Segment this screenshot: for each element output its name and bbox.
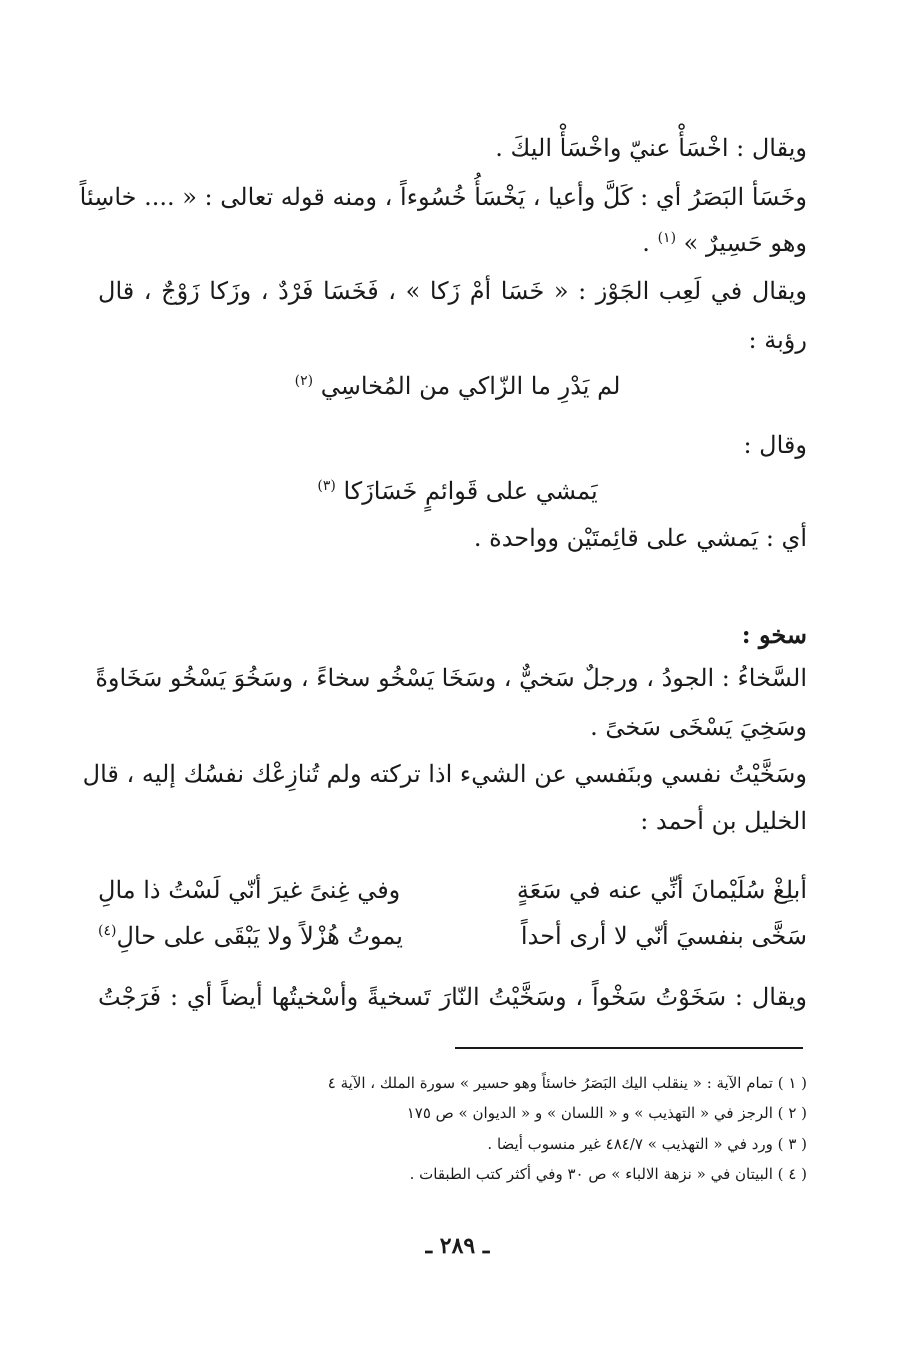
poem-line <box>98 872 807 908</box>
poem-hemistich <box>98 918 403 954</box>
poem-hemistich: وفي غِنىً غيرَ أنّي لَسْتُ ذا مالِ <box>98 876 401 904</box>
page-number: ـ ٢٨٩ ـ <box>425 1233 490 1259</box>
footnote: ( ٢ ) الرجز في « التهذيب » و « اللسان » و « الديوان » ص ١٧٥ <box>406 1104 807 1122</box>
verse-line <box>108 369 807 403</box>
footnote: ( ١ ) تمام الآية : « ينقلب اليك البَصَرُ خاسئاً وهو حسير » سورة الملك ، الآية ٤ <box>327 1074 807 1092</box>
quote-text: وهو حَسِيرٌ » <box>683 229 807 257</box>
verse-text: لم يَدْرِ ما الزّاكي من المُخاسِي <box>320 372 621 400</box>
text-line: رؤبة : <box>748 326 807 354</box>
footnote: ( ٤ ) البيتان في « نزهة الالباء » ص ٣٠ وفي أكثر كتب الطبقات . <box>409 1165 807 1183</box>
poem-text: يموتُ هُزْلاً ولا يَبْقَى على حالِ <box>116 922 403 950</box>
poem-hemistich: أبلِغْ سُلَيْمانَ أنِّي عنه في سَعَةٍ <box>516 876 807 904</box>
poem-hemistich: سَخَّى بنفسيَ أنّي لا أرى أحداً <box>520 922 807 950</box>
footnote-ref: (٢) <box>294 373 314 389</box>
text-line: السَّخاءُ : الجودُ ، ورجلٌ سَخيٌّ ، وسَخَا يَسْخُو سخاءً ، وسَخُوَ يَسْخُو سَخَاوةً <box>95 664 807 692</box>
period: . <box>642 229 650 257</box>
poem-line <box>98 918 807 954</box>
footnote-divider <box>455 1047 803 1049</box>
verse-line <box>108 474 807 508</box>
text-line: وقال : <box>743 431 807 459</box>
footnote-ref: (١) <box>657 230 677 246</box>
text-line: أي : يَمشي على قائِمتَيْن وواحدة . <box>473 524 807 552</box>
text-line: الخليل بن أحمد : <box>640 807 807 835</box>
verse-text: يَمشي على قَوائمٍ خَسَازَكا <box>343 477 598 505</box>
text-line: وخَسَأ البَصَرُ أي : كَلَّ وأعيا ، يَخْسَأُ خُسُوءاً ، ومنه قوله تعالى : « .... خاسِئاً <box>79 183 807 211</box>
text-line <box>98 226 807 260</box>
text-line: ويقال : اخْسَأْ عنيّ واخْسَأْ اليكَ . <box>495 134 807 162</box>
text-line: ويقال في لَعِب الجَوْز : « خَسَا أمْ زَكا » ، فَخَسَا فَرْدٌ ، وزَكا زَوْجٌ ، قال <box>98 277 807 305</box>
text-line: وسَخَّيْتُ نفسي وبنَفسي عن الشيء اذا تركته ولم تُنازِعْك نفسُك إليه ، قال <box>82 760 807 788</box>
text-line: وسَخِيَ يَسْخَى سَخىً . <box>590 713 807 741</box>
entry-heading: سخو : <box>741 620 807 649</box>
text-line: ويقال : سَخَوْتُ سَخْواً ، وسَخَّيْتُ النّارَ تَسخيةً وأسْخيتُها أيضاً أي : فَرَجْتُ <box>98 983 807 1011</box>
footnote-ref: (٤) <box>98 923 117 939</box>
footnote: ( ٣ ) ورد في « التهذيب » ٤٨٤/٧ غير منسوب أيضا . <box>487 1135 807 1153</box>
footnote-ref: (٣) <box>317 478 336 494</box>
